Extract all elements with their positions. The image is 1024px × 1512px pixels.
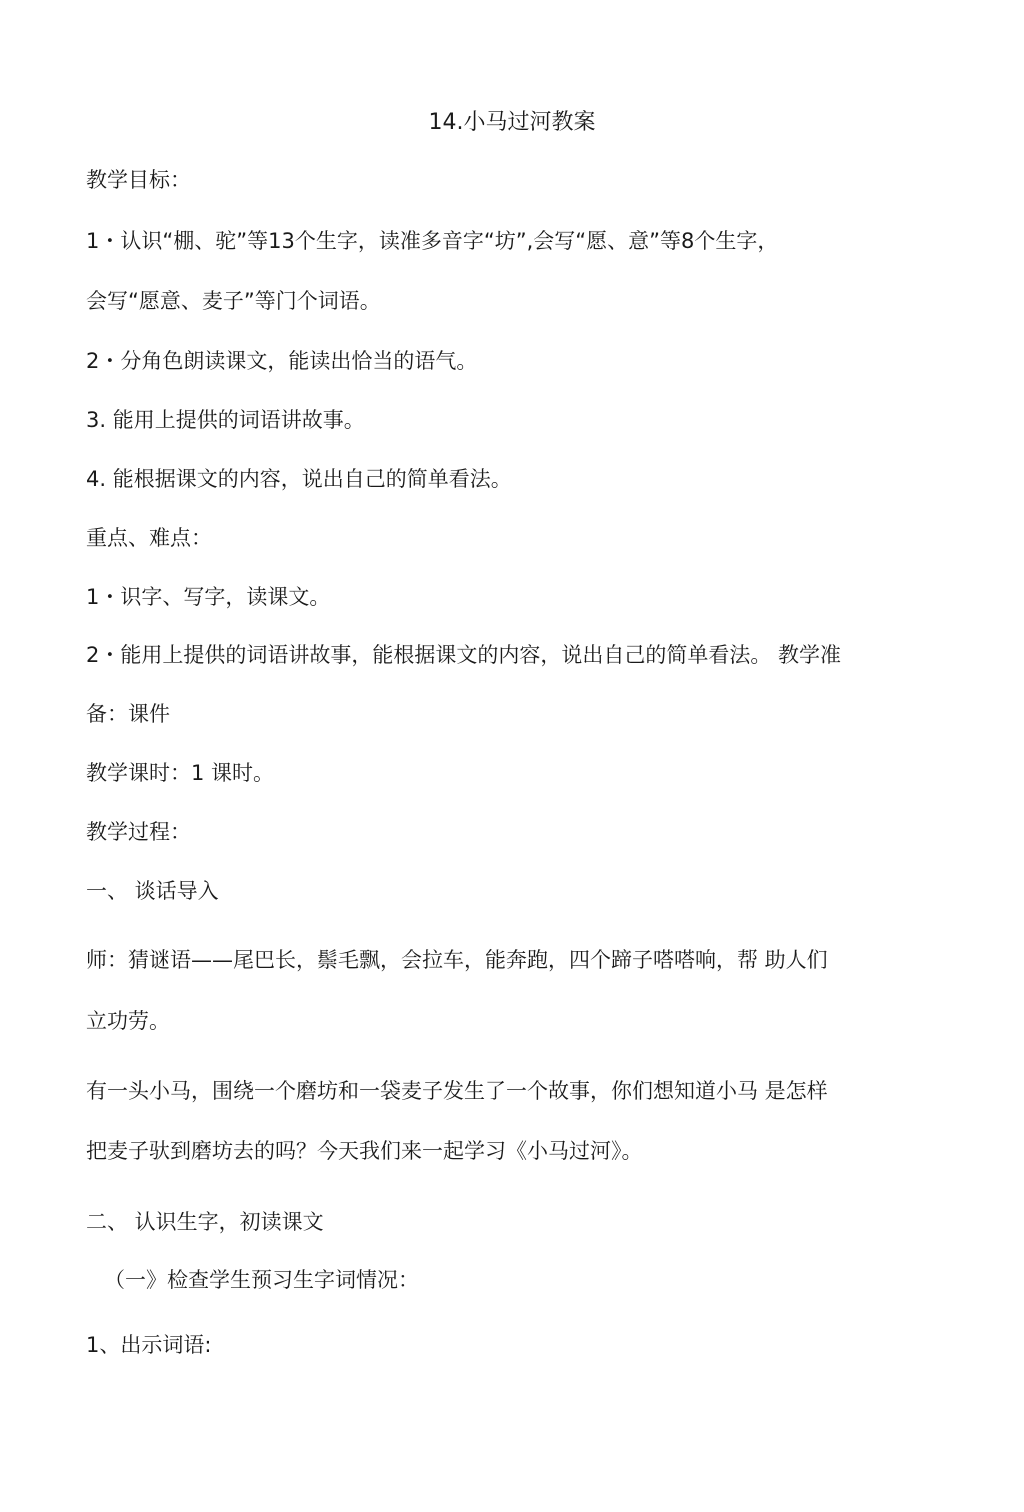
key-point-2-line-1: 2・能用上提供的词语讲故事，能根据课文的内容，说出自己的简单看法。 教学准 (86, 643, 842, 667)
section-heading-process: 教学过程： (86, 820, 191, 844)
objective-4: 4. 能根据课文的内容，说出自己的简单看法。 (86, 467, 512, 491)
step-1-heading: 一、 谈话导入 (86, 879, 219, 903)
objective-1-line-2: 会写“愿意、麦子”等门个词语。 (86, 289, 381, 313)
riddle-line-1: 师：猜谜语——尾巴长，鬃毛飘，会拉车，能奔跑，四个蹄子嗒嗒响，帮 助人们 (86, 948, 828, 972)
class-hours: 教学课时：1 课时。 (86, 761, 275, 785)
riddle-line-2: 立功劳。 (86, 1009, 170, 1033)
key-point-1: 1・识字、写字，读课文。 (86, 585, 331, 609)
objective-3: 3. 能用上提供的词语讲故事。 (86, 408, 365, 432)
substep-1-heading: （一》检查学生预习生字词情况： (104, 1268, 419, 1292)
section-heading-key-points: 重点、难点： (86, 526, 212, 550)
objective-1-line-1: 1・认识“棚、驼”等13个生字，读准多音字“坊”,会写“愿、意”等8个生字， (86, 229, 779, 253)
page-title: 14.小马过河教案 (428, 110, 596, 135)
intro-line-2: 把麦子驮到磨坊去的吗？今天我们来一起学习《小马过河》。 (86, 1139, 643, 1163)
section-heading-objectives: 教学目标： (86, 168, 191, 192)
objective-2: 2・分角色朗读课文，能读出恰当的语气。 (86, 349, 478, 373)
item-1: 1、出示词语: (86, 1333, 212, 1357)
step-2-heading: 二、 认识生字，初读课文 (86, 1210, 324, 1234)
key-point-2-line-2: 备：课件 (86, 702, 170, 726)
intro-line-1: 有一头小马，围绕一个磨坊和一袋麦子发生了一个故事，你们想知道小马 是怎样 (86, 1079, 828, 1103)
